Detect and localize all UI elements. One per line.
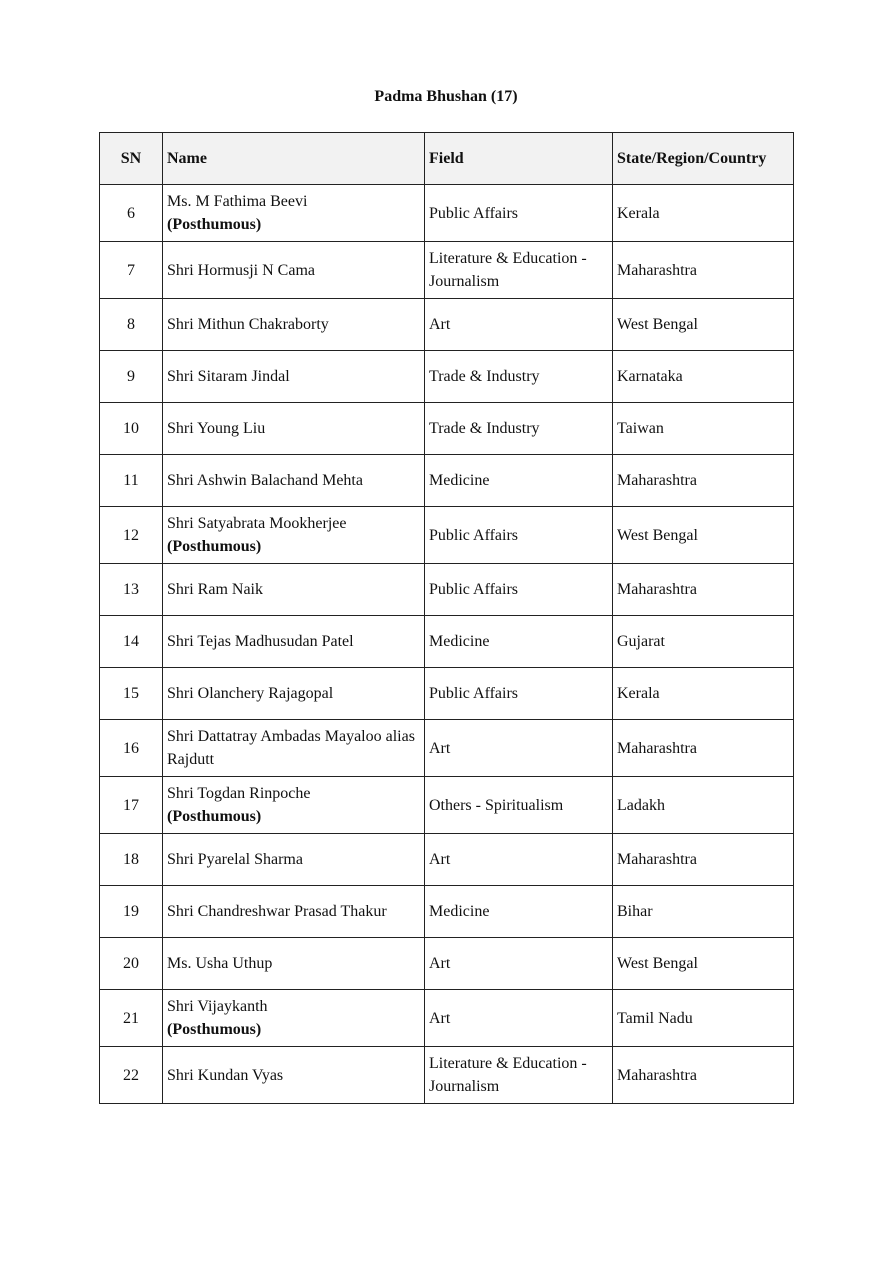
cell-field: Medicine [425, 455, 613, 507]
cell-field: Trade & Industry [425, 403, 613, 455]
cell-sn: 12 [100, 507, 163, 564]
cell-name [163, 564, 425, 616]
cell-name [163, 403, 425, 455]
cell-sn: 8 [100, 299, 163, 351]
table-row [100, 668, 794, 720]
cell-state: Bihar [613, 886, 794, 938]
cell-state: Maharashtra [613, 1047, 794, 1104]
table-row [100, 403, 794, 455]
cell-field: Art [425, 834, 613, 886]
header-state: State/Region/Country [613, 133, 794, 185]
table-row [100, 299, 794, 351]
awardee-name: Shri Olanchery Rajagopal [167, 685, 334, 702]
cell-sn: 6 [100, 185, 163, 242]
cell-name [163, 668, 425, 720]
cell-sn: 17 [100, 777, 163, 834]
awardee-name: Shri Young Liu [167, 420, 266, 437]
awardee-name: Shri Sitaram Jindal [167, 368, 290, 385]
cell-field: Public Affairs [425, 564, 613, 616]
cell-field: Art [425, 938, 613, 990]
header-sn: SN [100, 133, 163, 185]
cell-field: Literature & Education - Journalism [425, 242, 613, 299]
awardee-name: Shri Tejas Madhusudan Patel [167, 633, 354, 650]
table-row [100, 242, 794, 299]
table-row [100, 834, 794, 886]
table-row [100, 455, 794, 507]
cell-sn: 20 [100, 938, 163, 990]
cell-field: Medicine [425, 616, 613, 668]
cell-field: Art [425, 990, 613, 1047]
cell-state: Maharashtra [613, 564, 794, 616]
cell-sn: 14 [100, 616, 163, 668]
cell-name [163, 886, 425, 938]
table-row [100, 616, 794, 668]
table-row [100, 564, 794, 616]
table-row [100, 1047, 794, 1104]
cell-name [163, 938, 425, 990]
cell-sn: 11 [100, 455, 163, 507]
cell-name [163, 1047, 425, 1104]
cell-state: Kerala [613, 668, 794, 720]
cell-field: Public Affairs [425, 668, 613, 720]
cell-state: West Bengal [613, 938, 794, 990]
cell-sn: 7 [100, 242, 163, 299]
table-header-row [100, 133, 794, 185]
cell-name [163, 990, 425, 1047]
cell-sn: 13 [100, 564, 163, 616]
table-row [100, 990, 794, 1047]
cell-name [163, 242, 425, 299]
cell-sn: 18 [100, 834, 163, 886]
cell-name [163, 299, 425, 351]
table-row [100, 185, 794, 242]
cell-sn: 15 [100, 668, 163, 720]
cell-sn: 10 [100, 403, 163, 455]
cell-state: Tamil Nadu [613, 990, 794, 1047]
cell-sn: 21 [100, 990, 163, 1047]
awardee-name: Shri Vijaykanth [167, 998, 268, 1015]
awardee-name: Shri Mithun Chakraborty [167, 316, 329, 333]
header-field: Field [425, 133, 613, 185]
cell-field: Art [425, 720, 613, 777]
awardee-name: Shri Satyabrata Mookherjee [167, 515, 347, 532]
cell-state: Karnataka [613, 351, 794, 403]
cell-field: Art [425, 299, 613, 351]
cell-name [163, 616, 425, 668]
cell-sn: 19 [100, 886, 163, 938]
cell-state: Maharashtra [613, 242, 794, 299]
cell-sn: 9 [100, 351, 163, 403]
cell-field: Trade & Industry [425, 351, 613, 403]
cell-field: Public Affairs [425, 507, 613, 564]
cell-name [163, 834, 425, 886]
cell-state: Maharashtra [613, 834, 794, 886]
awardee-name: Shri Dattatray Ambadas Mayaloo alias Rajdutt [167, 728, 415, 768]
cell-state: Maharashtra [613, 720, 794, 777]
awardee-name: Shri Kundan Vyas [167, 1066, 284, 1084]
awardee-name: Shri Togdan Rinpoche [167, 785, 311, 802]
table-row [100, 507, 794, 564]
awardee-name: Ms. Usha Uthup [167, 955, 273, 972]
awardee-name: Ms. M Fathima Beevi [167, 193, 308, 210]
cell-state: West Bengal [613, 507, 794, 564]
cell-sn: 22 [100, 1047, 163, 1104]
awardees-table [99, 132, 794, 1104]
table-row [100, 938, 794, 990]
awardee-name: Shri Chandreshwar Prasad Thakur [167, 903, 387, 920]
cell-field: Others - Spiritualism [425, 777, 613, 834]
awardee-name: Shri Pyarelal Sharma [167, 851, 303, 868]
awardee-name: Shri Ashwin Balachand Mehta [167, 472, 363, 489]
posthumous-note: (Posthumous) [167, 538, 262, 555]
cell-name [163, 720, 425, 777]
table-row [100, 886, 794, 938]
cell-name [163, 455, 425, 507]
cell-field: Literature & Education - Journalism [425, 1047, 613, 1104]
cell-state: West Bengal [613, 299, 794, 351]
posthumous-note: (Posthumous) [167, 808, 262, 825]
cell-sn: 16 [100, 720, 163, 777]
cell-state: Ladakh [613, 777, 794, 834]
table-body [100, 185, 794, 1104]
awardee-name: Shri Ram Naik [167, 581, 263, 598]
cell-state: Gujarat [613, 616, 794, 668]
cell-state: Taiwan [613, 403, 794, 455]
page-title: Padma Bhushan (17) [374, 88, 518, 105]
cell-name [163, 351, 425, 403]
table-row [100, 777, 794, 834]
table-row [100, 351, 794, 403]
cell-field: Public Affairs [425, 185, 613, 242]
cell-field: Medicine [425, 886, 613, 938]
posthumous-note: (Posthumous) [167, 1021, 262, 1038]
cell-name [163, 507, 425, 564]
cell-state: Maharashtra [613, 455, 794, 507]
cell-name [163, 777, 425, 834]
awardee-name: Shri Hormusji N Cama [167, 261, 315, 279]
posthumous-note: (Posthumous) [167, 216, 262, 233]
cell-name [163, 185, 425, 242]
cell-state: Kerala [613, 185, 794, 242]
table-row [100, 720, 794, 777]
header-name: Name [163, 133, 425, 185]
